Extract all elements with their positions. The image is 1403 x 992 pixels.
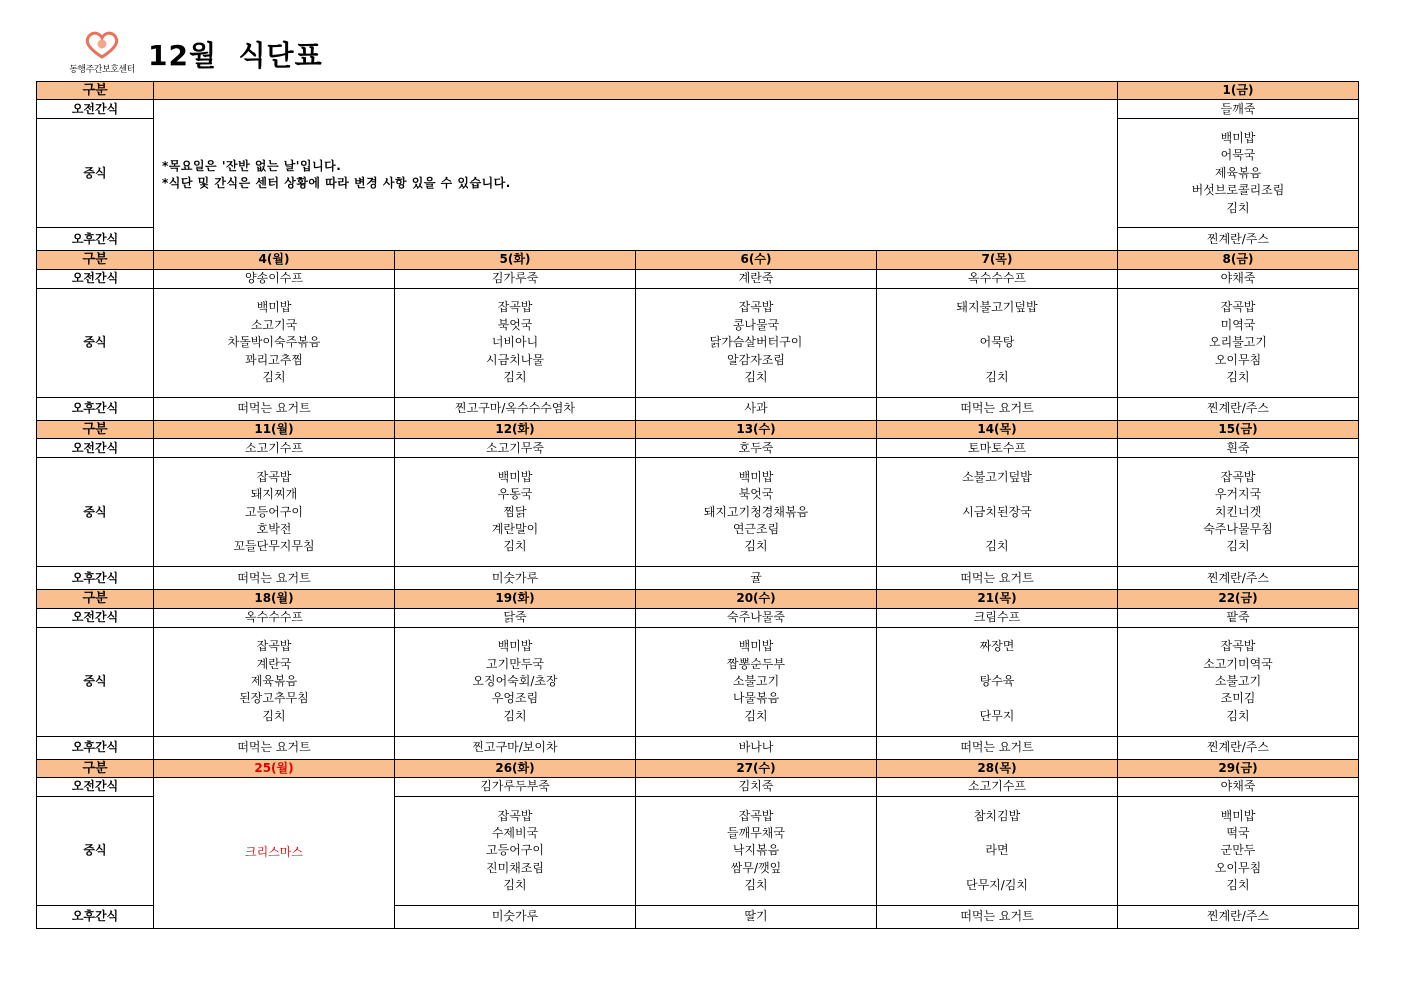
- menu-item: 백미밥: [738, 639, 774, 654]
- afternoon-snack-cell: 떠먹는 요거트: [877, 397, 1118, 420]
- menu-item: 돼지찌개: [250, 487, 298, 502]
- lunch-cell: [636, 627, 877, 736]
- morning-snack-cell: 야채죽: [1118, 269, 1359, 288]
- menu-item: 김치: [1226, 200, 1250, 215]
- afternoon-snack-cell: 사과: [636, 397, 877, 420]
- menu-item: 참치김밥: [973, 808, 1021, 823]
- row-label-header: 구분: [37, 590, 154, 608]
- menu-item: 계란국: [256, 656, 292, 671]
- row-label-morning-snack: 오전간식: [37, 100, 154, 119]
- menu-item: 소불고기: [732, 673, 780, 688]
- day-header: 13(수): [636, 420, 877, 438]
- menu-item: 고등어구이: [245, 504, 303, 519]
- menu-item: 잡곡밥: [1220, 469, 1256, 484]
- menu-table: [36, 81, 1359, 929]
- row-label-afternoon-snack: 오후간식: [37, 567, 154, 590]
- menu-item: 꽈리고추찜: [245, 352, 303, 367]
- menu-item: [877, 486, 1117, 503]
- lunch-cell: [395, 797, 636, 906]
- menu-item: 김치: [503, 369, 527, 384]
- morning-snack-cell: 야채죽: [1118, 778, 1359, 797]
- morning-snack-cell: 호두죽: [636, 439, 877, 458]
- morning-snack-cell: 김가루죽: [395, 269, 636, 288]
- row-label-lunch: 중식: [37, 119, 154, 228]
- afternoon-snack-cell: 찐계란/주스: [1118, 736, 1359, 759]
- row-label-lunch: 중식: [37, 797, 154, 906]
- menu-item: 북엇국: [497, 317, 533, 332]
- menu-item: 잡곡밥: [256, 469, 292, 484]
- menu-item: 백미밥: [1220, 130, 1256, 145]
- row-label-lunch: 중식: [37, 458, 154, 567]
- menu-item: 우동국: [497, 487, 533, 502]
- lunch-cell: [877, 288, 1118, 397]
- lunch-cell: [395, 458, 636, 567]
- menu-item: 잡곡밥: [497, 808, 533, 823]
- day-header: 11(월): [154, 420, 395, 438]
- menu-item: 잡곡밥: [497, 300, 533, 315]
- day-header: 18(월): [154, 590, 395, 608]
- menu-item: 백미밥: [497, 639, 533, 654]
- lunch-cell: [395, 627, 636, 736]
- day-header-holiday: 25(월): [154, 759, 395, 777]
- menu-item: 오징어숙회/초장: [472, 673, 558, 688]
- menu-item: 짬뽕순두부: [727, 656, 785, 671]
- row-label-header: 구분: [37, 759, 154, 777]
- menu-item: 연근조림: [732, 521, 780, 536]
- menu-item: 치킨너겟: [1214, 504, 1262, 519]
- heart-logo-icon: [82, 30, 122, 60]
- day-header: 26(화): [395, 759, 636, 777]
- menu-item: 알감자조림: [727, 352, 785, 367]
- menu-item: 김치: [744, 878, 768, 893]
- lunch-cell: [154, 288, 395, 397]
- morning-snack-cell: 양송이수프: [154, 269, 395, 288]
- menu-item: 김치: [744, 369, 768, 384]
- afternoon-snack-cell: 찐고구마/보이차: [395, 736, 636, 759]
- row-label-lunch: 중식: [37, 627, 154, 736]
- menu-item: 낙지볶음: [732, 843, 780, 858]
- morning-snack-cell: 흰죽: [1118, 439, 1359, 458]
- morning-snack-cell: 김가루두부죽: [395, 778, 636, 797]
- afternoon-snack-cell: 찐계란/주스: [1118, 228, 1359, 251]
- afternoon-snack-cell: 귤: [636, 567, 877, 590]
- row-label-morning-snack: 오전간식: [37, 608, 154, 627]
- day-header: 22(금): [1118, 590, 1359, 608]
- menu-item: [877, 825, 1117, 842]
- row-label-afternoon-snack: 오후간식: [37, 906, 154, 929]
- menu-item: 김치: [1226, 369, 1250, 384]
- morning-snack-cell: 숙주나물죽: [636, 608, 877, 627]
- lunch-cell: [636, 458, 877, 567]
- menu-item: 김치: [503, 708, 527, 723]
- afternoon-snack-cell: 떠먹는 요거트: [877, 736, 1118, 759]
- menu-item: 호박전: [256, 521, 292, 536]
- afternoon-snack-cell: 떠먹는 요거트: [877, 906, 1118, 929]
- row-label-header: 구분: [37, 82, 154, 100]
- lunch-cell: [1118, 288, 1359, 397]
- lunch-cell: [1118, 797, 1359, 906]
- menu-item: 너비아니: [491, 335, 539, 350]
- menu-item: 라면: [985, 843, 1009, 858]
- menu-item: 쌈무/깻잎: [730, 860, 782, 875]
- menu-item: 오이무침: [1214, 352, 1262, 367]
- lunch-cell: [877, 627, 1118, 736]
- menu-item: 찜닭: [503, 504, 527, 519]
- day-header: 27(수): [636, 759, 877, 777]
- morning-snack-cell: 들깨죽: [1118, 100, 1359, 119]
- center-logo: [60, 30, 144, 74]
- day-header: 6(수): [636, 251, 877, 269]
- menu-item: 김치: [503, 878, 527, 893]
- menu-item: 차돌박이숙주볶음: [227, 335, 321, 350]
- menu-item: 오리불고기: [1209, 335, 1267, 350]
- menu-item: 조미김: [1220, 691, 1256, 706]
- menu-item: [877, 860, 1117, 877]
- menu-item: 우엉조림: [491, 691, 539, 706]
- menu-item: 고등어구이: [486, 843, 544, 858]
- menu-item: 단무지: [979, 708, 1015, 723]
- menu-item: 돼지고기청경채볶음: [703, 504, 809, 519]
- menu-item: 고기만두국: [486, 656, 544, 671]
- menu-item: 들깨무채국: [727, 825, 785, 840]
- day-header: 29(금): [1118, 759, 1359, 777]
- menu-item: 김치: [985, 369, 1009, 384]
- menu-item: 어묵국: [1220, 148, 1256, 163]
- menu-item: 백미밥: [738, 469, 774, 484]
- row-label-morning-snack: 오전간식: [37, 269, 154, 288]
- menu-item: 된장고추무침: [239, 691, 309, 706]
- morning-snack-cell: 소고기수프: [154, 439, 395, 458]
- afternoon-snack-cell: 미숫가루: [395, 906, 636, 929]
- afternoon-snack-cell: 떠먹는 요거트: [154, 736, 395, 759]
- day-header: 5(화): [395, 251, 636, 269]
- day-header: 7(목): [877, 251, 1118, 269]
- menu-item: 잡곡밥: [1220, 300, 1256, 315]
- menu-item: 소불고기덮밥: [962, 469, 1032, 484]
- menu-item: 김치: [744, 708, 768, 723]
- lunch-cell: [154, 627, 395, 736]
- menu-item: [877, 352, 1117, 369]
- menu-item: [877, 690, 1117, 707]
- menu-item: 시금치나물: [486, 352, 544, 367]
- afternoon-snack-cell: 떠먹는 요거트: [154, 567, 395, 590]
- menu-item: 콩나물국: [732, 317, 780, 332]
- menu-item: 백미밥: [497, 469, 533, 484]
- menu-item: 꼬들단무지무침: [233, 539, 315, 554]
- menu-item: 나물볶음: [732, 691, 780, 706]
- holiday-cell: 크리스마스: [154, 778, 395, 929]
- menu-item: 탕수육: [979, 673, 1015, 688]
- menu-item: 숙주나물무침: [1203, 521, 1273, 536]
- lunch-cell: [636, 288, 877, 397]
- morning-snack-cell: 옥수수수프: [154, 608, 395, 627]
- menu-item: 잡곡밥: [738, 300, 774, 315]
- menu-item: 김치: [1226, 708, 1250, 723]
- morning-snack-cell: 토마토수프: [877, 439, 1118, 458]
- menu-item: 백미밥: [256, 300, 292, 315]
- day-header: 20(수): [636, 590, 877, 608]
- morning-snack-cell: 팥죽: [1118, 608, 1359, 627]
- menu-item: 소불고기: [1214, 673, 1262, 688]
- lunch-cell: [1118, 627, 1359, 736]
- menu-item: 돼지불고기덮밥: [956, 300, 1038, 315]
- morning-snack-cell: 닭죽: [395, 608, 636, 627]
- row-label-header: 구분: [37, 251, 154, 269]
- header-empty: [154, 82, 1118, 100]
- menu-item: 김치: [262, 369, 286, 384]
- menu-item: 어묵탕: [979, 335, 1015, 350]
- menu-item: 제육볶음: [250, 673, 298, 688]
- lunch-cell: [877, 797, 1118, 906]
- afternoon-snack-cell: 딸기: [636, 906, 877, 929]
- day-header: 8(금): [1118, 251, 1359, 269]
- afternoon-snack-cell: 찐계란/주스: [1118, 906, 1359, 929]
- row-label-morning-snack: 오전간식: [37, 439, 154, 458]
- center-name: 동행주간보호센터: [69, 65, 135, 75]
- lunch-cell: [154, 458, 395, 567]
- day-header: 28(목): [877, 759, 1118, 777]
- morning-snack-cell: 소고기수프: [877, 778, 1118, 797]
- menu-item: 백미밥: [1220, 808, 1256, 823]
- menu-item: 소고기국: [250, 317, 298, 332]
- menu-item: 소고기미역국: [1203, 656, 1273, 671]
- notice-text: *목요일은 '잔반 없는 날'입니다.: [162, 159, 342, 173]
- notice-text: *식단 및 간식은 센터 상황에 따라 변경 사항 있을 수 있습니다.: [162, 176, 511, 191]
- day-header: 15(금): [1118, 420, 1359, 438]
- morning-snack-cell: 김치죽: [636, 778, 877, 797]
- afternoon-snack-cell: 미숫가루: [395, 567, 636, 590]
- menu-item: 김치: [985, 539, 1009, 554]
- menu-item: 수제비국: [491, 825, 539, 840]
- afternoon-snack-cell: 바나나: [636, 736, 877, 759]
- row-label-afternoon-snack: 오후간식: [37, 228, 154, 251]
- afternoon-snack-cell: 찐고구마/옥수수수염차: [395, 397, 636, 420]
- menu-item: 계란말이: [491, 521, 539, 536]
- menu-item: 시금치된장국: [962, 504, 1032, 519]
- menu-item: 미역국: [1220, 317, 1256, 332]
- menu-item: 잡곡밥: [256, 639, 292, 654]
- notice-box: [154, 100, 1118, 251]
- menu-item: [877, 317, 1117, 334]
- lunch-cell: [877, 458, 1118, 567]
- lunch-cell: [1118, 458, 1359, 567]
- row-label-afternoon-snack: 오후간식: [37, 736, 154, 759]
- morning-snack-cell: 크림수프: [877, 608, 1118, 627]
- menu-item: 김치: [503, 539, 527, 554]
- menu-item: 김치: [1226, 539, 1250, 554]
- afternoon-snack-cell: 찐계란/주스: [1118, 567, 1359, 590]
- menu-item: 오이무침: [1214, 860, 1262, 875]
- menu-item: 김치: [744, 539, 768, 554]
- morning-snack-cell: 소고기무죽: [395, 439, 636, 458]
- menu-item: 떡국: [1226, 825, 1250, 840]
- lunch-cell: [636, 797, 877, 906]
- menu-item: 제육볶음: [1214, 165, 1262, 180]
- day-header: 1(금): [1118, 82, 1359, 100]
- menu-item: 잡곡밥: [1220, 639, 1256, 654]
- menu-item: 우거지국: [1214, 487, 1262, 502]
- afternoon-snack-cell: 떠먹는 요거트: [154, 397, 395, 420]
- morning-snack-cell: 옥수수수프: [877, 269, 1118, 288]
- lunch-cell: [395, 288, 636, 397]
- afternoon-snack-cell: 떠먹는 요거트: [877, 567, 1118, 590]
- menu-item: 군만두: [1220, 843, 1256, 858]
- day-header: 21(목): [877, 590, 1118, 608]
- row-label-lunch: 중식: [37, 288, 154, 397]
- page-title: 12월 식단표: [148, 39, 323, 72]
- row-label-afternoon-snack: 오후간식: [37, 397, 154, 420]
- day-header: 12(화): [395, 420, 636, 438]
- menu-item: 진미채조림: [486, 860, 544, 875]
- menu-item: 김치: [1226, 878, 1250, 893]
- day-header: 19(화): [395, 590, 636, 608]
- menu-item: [877, 521, 1117, 538]
- menu-item: 짜장면: [979, 639, 1015, 654]
- menu-item: 단무지/김치: [965, 878, 1028, 893]
- menu-item: 김치: [262, 708, 286, 723]
- row-label-header: 구분: [37, 420, 154, 438]
- day-header: 14(목): [877, 420, 1118, 438]
- day-header: 4(월): [154, 251, 395, 269]
- menu-item: 잡곡밥: [738, 808, 774, 823]
- afternoon-snack-cell: 찐계란/주스: [1118, 397, 1359, 420]
- row-label-morning-snack: 오전간식: [37, 778, 154, 797]
- menu-item: 북엇국: [738, 487, 774, 502]
- menu-item: [877, 656, 1117, 673]
- menu-item: 버섯브로콜리조림: [1191, 183, 1285, 198]
- menu-item: 닭가슴살버터구이: [709, 335, 803, 350]
- lunch-cell: [1118, 119, 1359, 228]
- morning-snack-cell: 계란죽: [636, 269, 877, 288]
